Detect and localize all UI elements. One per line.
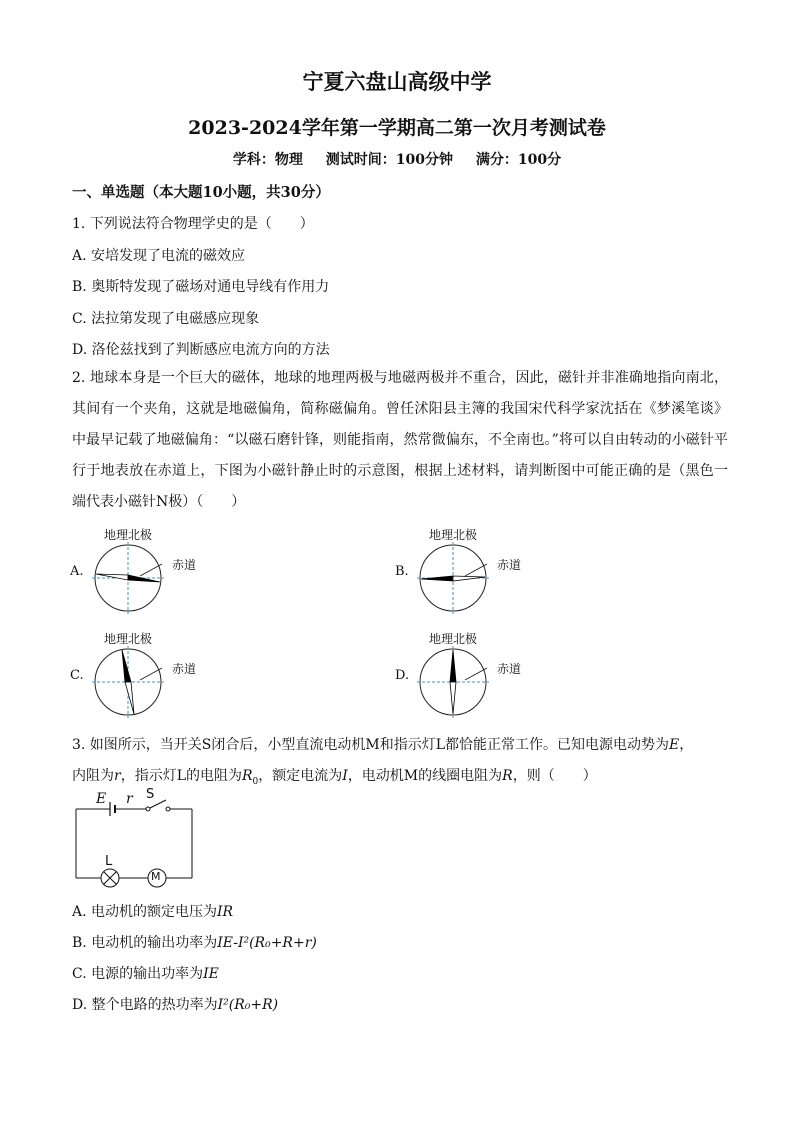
needle-north [450, 650, 456, 682]
label-emf: E [96, 791, 107, 807]
north-label: 地理北极 [104, 632, 153, 646]
equator-label: 赤道 [497, 558, 522, 572]
label-lamp: L [105, 854, 113, 869]
compass-option-b [391, 526, 531, 616]
needle-south [450, 682, 456, 714]
q1-stem: 1. 下列说法符合物理学史的是（ ） [72, 216, 314, 232]
north-label: 地理北极 [104, 528, 153, 542]
needle-north [128, 575, 160, 582]
q2-stem: 2. 地球本身是一个巨大的磁体，地球的地理两极与地磁两极并不重合，因此，磁针并非准确地指向南北，其间有一个夹角，这就是地磁偏角，简称磁偏角。曾任沭阳县主簿的我国宋代科学家沈括在《梦溪笔谈》中最早记载了地磁偏角：“以磁石磨针锋，则能指南，然常微偏东，不全南也。”将可以自由转动的小磁针平行于地表放在赤道上，下图为小磁针静止时的示意图，根据上述材料，请判断图中可能正确的是（黑色一端代表小磁针N极）（ ） [72, 370, 728, 510]
option-letter: D. [395, 668, 410, 683]
north-label: 地理北极 [429, 528, 478, 542]
equator-label: 赤道 [172, 662, 197, 676]
option-letter: C. [70, 668, 84, 683]
school-name: 宁夏六盘山高级中学 [302, 69, 492, 94]
q1-option-d: D. 洛伦兹找到了判断感应电流方向的方法 [72, 342, 330, 358]
equator-label: 赤道 [497, 662, 522, 676]
subject-label: 学科：物理 [232, 152, 303, 168]
compass-diagram [92, 646, 212, 726]
needle-south [125, 682, 134, 714]
exam-title: 2023-2024学年第一学期高二第一次月考测试卷 [188, 117, 606, 139]
needle-south [453, 576, 485, 581]
equator-label: 赤道 [172, 558, 197, 572]
compass-diagram [92, 542, 212, 622]
q3-option-b: B. 电动机的输出功率为IE-I²(R₀+R+r) [72, 935, 317, 951]
compass-option-c [66, 630, 206, 720]
option-letter: B. [395, 564, 409, 579]
time-label: 测试时间：100分钟 [325, 152, 453, 168]
q3-option-a: A. 电动机的额定电压为IR [72, 904, 234, 920]
q1-option-c: C. 法拉第发现了电磁感应现象 [72, 311, 260, 327]
q3-stem-line2: 内阻为r，指示灯L的电阻为$R_0$，额定电流为I，电动机M的线圈电阻为R，则（ ） [72, 768, 597, 787]
q3-option-c: C. 电源的输出功率为IE [72, 966, 219, 982]
q1-option-b: B. 奥斯特发现了磁场对通电导线有作用力 [72, 279, 330, 295]
section-title: 一、单选题（本大题10小题，共30分） [72, 184, 330, 201]
q1-option-a: A. 安培发现了电流的磁效应 [72, 248, 246, 264]
needle-south [96, 574, 128, 580]
score-label: 满分：100分 [475, 152, 562, 168]
exam-meta [0, 149, 794, 169]
compass-diagram [417, 646, 537, 726]
north-label: 地理北极 [429, 632, 478, 646]
label-switch: S [146, 787, 155, 802]
compass-diagram [417, 542, 537, 622]
label-motor: M [151, 870, 161, 883]
needle-north [421, 576, 453, 581]
compass-option-d [391, 630, 531, 720]
needle-north [122, 650, 131, 682]
q3-stem-line1: 3. 如图所示，当开关S闭合后，小型直流电动机M和指示灯L都恰能正常工作。已知电源电动势为E， [72, 737, 694, 753]
q3-option-d: D. 整个电路的热功率为I²(R₀+R) [72, 997, 279, 1013]
circuit-diagram [70, 790, 200, 890]
compass-option-a [66, 526, 206, 616]
label-internal-resistance: r [126, 791, 133, 807]
option-letter: A. [70, 564, 84, 579]
